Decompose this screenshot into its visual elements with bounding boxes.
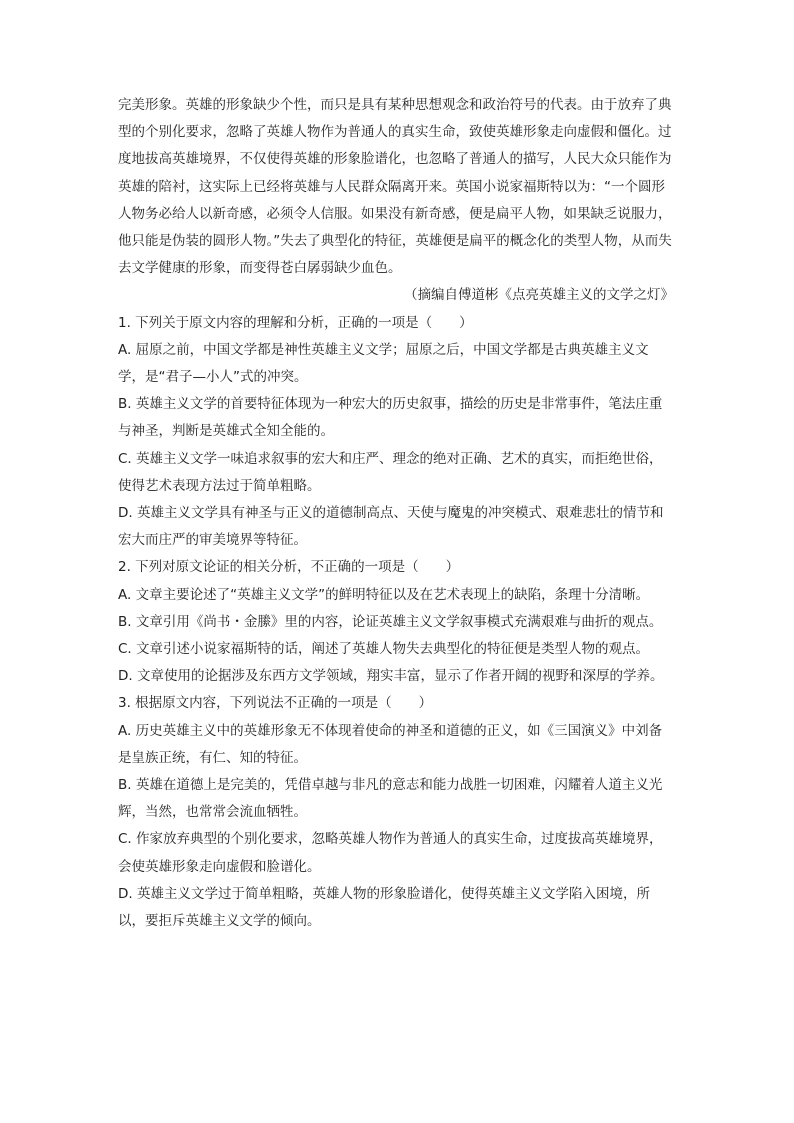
option-d: D. 文章使用的论据涉及东西方文学领域，翔实丰富，显示了作者开阔的视野和深厚的学养。 xyxy=(118,668,664,685)
option-a: A. 屈原之前，中国文学都是神性英雄主义文学；屈原之后，中国文学都是古典英雄主义文学，是“君子—小人”式的冲突。 xyxy=(118,341,649,386)
document-page xyxy=(118,92,674,935)
option-b: B. 文章引用《尚书・金縢》里的内容，论证英雄主义文学叙事模式充满艰难与曲折的观点。 xyxy=(118,613,663,630)
passage-source: （摘编自傅道彬《点亮英雄主义的文学之灯》 xyxy=(404,287,674,304)
question-2 xyxy=(118,554,674,690)
question-3 xyxy=(118,690,674,935)
option-d: D. 英雄主义文学具有神圣与正义的道德制高点、天使与魔鬼的冲突模式、艰难悲壮的情节和宏大而庄严的审美境界等特征。 xyxy=(118,505,664,549)
option-d: D. 英雄主义文学过于简单粗略，英雄人物的形象脸谱化，使得英雄主义文学陷入困境，所以，要拒斥英雄主义文学的倾向。 xyxy=(118,885,650,930)
question-stem: 2. 下列对原文论证的相关分析，不正确的一项是（ ） xyxy=(118,559,460,576)
question-stem: 1. 下列关于原文内容的理解和分析，正确的一项是（ ） xyxy=(118,314,473,331)
question-stem: 3. 根据原文内容，下列说法不正确的一项是（ ） xyxy=(118,695,433,712)
question-1 xyxy=(118,310,674,555)
option-b: B. 英雄在道德上是完美的，凭借卓越与非凡的意志和能力战胜一切困难，闪耀着人道主义光辉，当然，也常常会流血牺牲。 xyxy=(118,777,663,821)
option-a: A. 历史英雄主义中的英雄形象无不体现着使命的神圣和道德的正义，如《三国演义》中刘备是皇族正统，有仁、知的特征。 xyxy=(118,722,663,766)
option-c: C. 英雄主义文学一味追求叙事的宏大和庄严、理念的绝对正确、艺术的真实，而拒绝世俗，使得艺术表现方法过于简单粗略。 xyxy=(118,450,663,494)
option-c: C. 作家放弃典型的个别化要求，忽略英雄人物作为普通人的真实生命，过度拔高英雄境界，会使英雄形象走向虚假和脸谱化。 xyxy=(118,831,663,875)
option-c: C. 文章引述小说家福斯特的话，阐述了英雄人物失去典型化的特征便是类型人物的观点。 xyxy=(118,641,650,658)
passage-text: 完美形象。英雄的形象缺少个性，而只是具有某种思想观念和政治符号的代表。由于放弃了典型的个别化要求，忽略了英雄人物作为普通人的真实生命，致使英雄形象走向虚假和僵化。过度地拔高英雄境界，不仅使得英雄的形象脸谱化，也忽略了普通人的描写，人民大众只能作为英雄的陪衬，这实际上已经将英雄与人民群众隔离开来。英国小说家福斯特以为：“一个圆形人物务必给人以新奇感，必须令人信服。如果没有新奇感，便是扁平人物，如果缺乏说服力，他只能是伪装的圆形人物。”失去了典型化的特征，英雄便是扁平的概念化的类型人物，从而失去文学健康的形象，而变得苍白孱弱缺少血色。 xyxy=(118,97,672,277)
option-a: A. 文章主要论述了“英雄主义文学”的鲜明特征以及在艺术表现上的缺陷，条理十分清晰。 xyxy=(118,586,650,603)
option-b: B. 英雄主义文学的首要特征体现为一种宏大的历史叙事，描绘的历史是非常事件，笔法庄重与神圣，判断是英雄式全知全能的。 xyxy=(118,396,663,440)
